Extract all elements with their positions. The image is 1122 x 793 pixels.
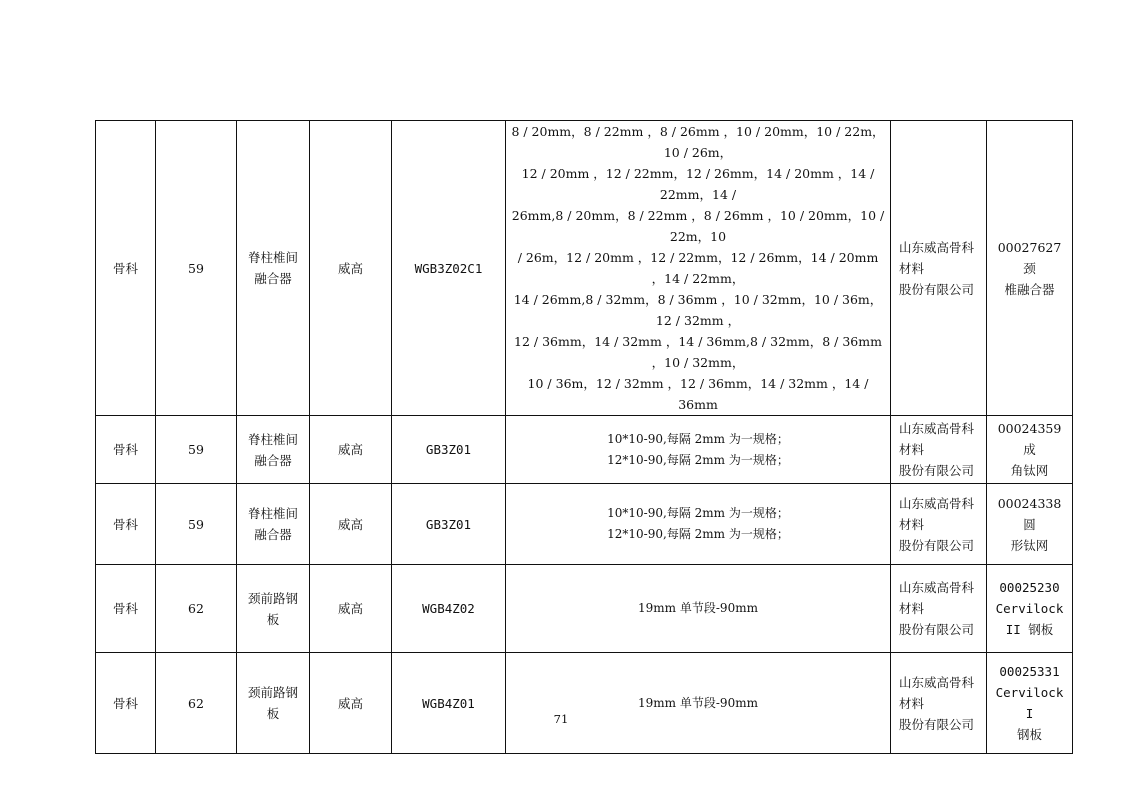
number-cell: 59 <box>156 484 237 565</box>
table-row <box>96 484 1073 565</box>
product-name-cell: 脊柱椎间 融合器 <box>237 121 310 416</box>
table-row <box>96 653 1073 754</box>
model-cell: WGB4Z02 <box>392 565 506 653</box>
company-cell: 山东威高骨科 材料 股份有限公司 <box>891 416 987 484</box>
dept-cell: 骨科 <box>96 484 156 565</box>
spec-cell: 19mm 单节段-90mm <box>506 653 891 754</box>
code-cell: 00027627 颈 椎融合器 <box>987 121 1073 416</box>
spec-cell: 10*10-90,每隔 2mm 为一规格； 12*10-90,每隔 2mm 为一规格； <box>506 416 891 484</box>
company-cell: 山东威高骨科 材料 股份有限公司 <box>891 565 987 653</box>
company-cell: 山东威高骨科 材料 股份有限公司 <box>891 484 987 565</box>
dept-cell: 骨科 <box>96 121 156 416</box>
model-cell: WGB3Z02C1 <box>392 121 506 416</box>
product-name-cell: 颈前路钢 板 <box>237 653 310 754</box>
number-cell: 62 <box>156 653 237 754</box>
spec-cell: 19mm 单节段-90mm <box>506 565 891 653</box>
number-cell: 59 <box>156 416 237 484</box>
page-number: 71 <box>553 712 569 726</box>
dept-cell: 骨科 <box>96 565 156 653</box>
table-row <box>96 121 1073 416</box>
brand-cell: 威高 <box>310 653 392 754</box>
product-name-cell: 脊柱椎间 融合器 <box>237 484 310 565</box>
dept-cell: 骨科 <box>96 653 156 754</box>
company-cell: 山东威高骨科 材料 股份有限公司 <box>891 653 987 754</box>
code-cell: 00024338 圆 形钛网 <box>987 484 1073 565</box>
number-cell: 62 <box>156 565 237 653</box>
table-row <box>96 565 1073 653</box>
brand-cell: 威高 <box>310 121 392 416</box>
model-cell: WGB4Z01 <box>392 653 506 754</box>
model-cell: GB3Z01 <box>392 416 506 484</box>
table-row <box>96 416 1073 484</box>
spec-cell: 8 / 20mm，8 / 22mm ，8 / 26mm ，10 / 20mm，10 / 22m，10 / 26m， 12 / 20mm ，12 / 22mm，12 / 26mm，14 / 20mm ，14 / 22mm，14 / 26mm,8 / 20mm，8 / 22mm ，8 / 26mm ，10 / 20mm，10 / 22m，10 / 26m，12 / 20mm ，12 / 22mm，12 / 26mm，14 / 20mm ，14 / 22mm， 14 / 26mm,8 / 32mm，8 / 36mm ，10 / 32mm，10 / 36m，12 / 32mm ， 12 / 36mm，14 / 32mm ，14 / 36mm,8 / 32mm，8 / 36mm ，10 / 32mm， 10 / 36m，12 / 32mm ，12 / 36mm，14 / 32mm ，14 / 36mm <box>506 121 891 416</box>
code-cell: 00024359 成 角钛网 <box>987 416 1073 484</box>
dept-cell: 骨科 <box>96 416 156 484</box>
product-table <box>95 120 1073 754</box>
product-name-cell: 脊柱椎间 融合器 <box>237 416 310 484</box>
brand-cell: 威高 <box>310 565 392 653</box>
product-name-cell: 颈前路钢 板 <box>237 565 310 653</box>
brand-cell: 威高 <box>310 416 392 484</box>
spec-cell: 10*10-90,每隔 2mm 为一规格； 12*10-90,每隔 2mm 为一规格； <box>506 484 891 565</box>
code-cell: 00025230 Cervilock II 钢板 <box>987 565 1073 653</box>
company-cell: 山东威高骨科 材料 股份有限公司 <box>891 121 987 416</box>
code-cell: 00025331 Cervilock I 钢板 <box>987 653 1073 754</box>
model-cell: GB3Z01 <box>392 484 506 565</box>
brand-cell: 威高 <box>310 484 392 565</box>
number-cell: 59 <box>156 121 237 416</box>
